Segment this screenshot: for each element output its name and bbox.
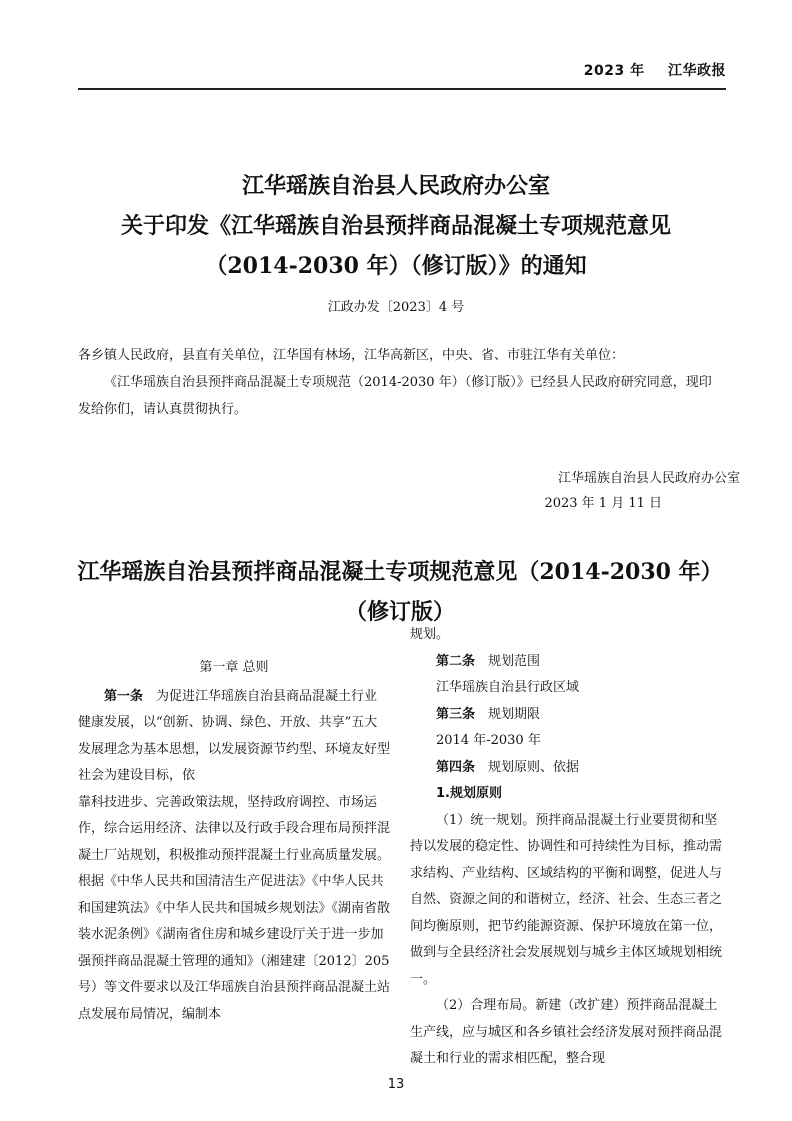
article-2 (410, 649, 730, 676)
article-1-continued: 靠科技进步、完善政策法规，坚持政府调控、市场运作，综合运用经济、法律以及行政手段合理布局预拌混凝土厂站规划，积极推动预拌混凝土行业高质量发展。根据《中华人民共和国清洁生产促进法》《中华人民共和国建筑法》《中华人民共和国城乡规划法》《湖南省散装水泥条例》《湖南省住房和城乡建设厅关于进一步加强预拌商品混凝土管理的通知》（湘建建〔2012〕205 号）等文件要求以及江华瑶族自治县预拌商品混凝土站点发展布局情况，编制本 (78, 794, 391, 1022)
article-label: 第一条 (104, 688, 144, 704)
article-label: 第四条 (436, 759, 476, 775)
article-1 (78, 684, 390, 790)
article-title: 规划期限 (475, 706, 541, 722)
paragraph-continued: 规划。 (410, 627, 450, 642)
signature-date: 2023 年 1 月 11 日 (544, 496, 662, 511)
article-3-text: 2014 年-2030 年 (436, 733, 541, 748)
article-2-text: 江华瑶族自治县行政区域 (436, 680, 580, 695)
page-header (78, 52, 726, 90)
principle-paragraph: （2）合理布局。新建（改扩建）预拌商品混凝土生产线，应与城区和各乡镇社会经济发展对预拌商品混凝土和行业的需求相匹配，整合现 (410, 998, 723, 1066)
left-column (78, 655, 390, 1028)
notice-paragraph: 《江华瑶族自治县预拌商品混凝土专项规范（2014-2030 年）（修订版）》已经县人民政府研究同意，现印发给你们，请认真贯彻执行。 (78, 375, 712, 417)
article-title: 规划范围 (475, 653, 541, 669)
article-title: 规划原则、依据 (475, 759, 580, 775)
notice-title-line: 关于印发《江华瑶族自治县预拌商品混凝土专项规范意见 (120, 213, 671, 239)
article-text: 为促进江华瑶族自治县商品混凝土行业健康发展，以“创新、协调、绿色、开放、共享”五大发展理念为基本思想，以发展资源节约型、环境友好型社会为建设目标，依 (78, 688, 391, 783)
main-title-line: 江华瑶族自治县预拌商品混凝土专项规范意见（2014-2030 年） (77, 559, 723, 585)
article-label: 第三条 (436, 706, 476, 722)
publication-info (584, 60, 726, 80)
signature-organization: 江华瑶族自治县人民政府办公室 (557, 471, 740, 486)
publication-name: 江华政报 (668, 63, 726, 79)
right-column (410, 622, 730, 1073)
notice-body (78, 342, 718, 423)
recipients-line: 各乡镇人民政府，县直有关单位，江华国有林场，江华高新区，中央、省、市驻江华有关单位： (78, 348, 625, 363)
notice-title (60, 166, 732, 286)
article-3 (410, 702, 730, 729)
issue-year: 2023 年 (583, 63, 645, 79)
document-number: 江政办发〔2023〕4 号 (327, 300, 465, 315)
main-title (60, 552, 740, 632)
notice-title-line: （2014-2030 年）（修订版）》的通知 (205, 253, 587, 279)
section-heading: 1.规划原则 (436, 786, 502, 801)
article-4 (410, 755, 730, 782)
notice-title-line: 江华瑶族自治县人民政府办公室 (241, 173, 550, 199)
page-number: 13 (387, 1077, 405, 1092)
article-label: 第二条 (436, 653, 476, 669)
chapter-heading: 第一章 总则 (199, 660, 269, 675)
main-title-line: （修订版） (344, 599, 455, 625)
principle-paragraph: （1）统一规划。预拌商品混凝土行业要贯彻和坚持以发展的稳定性、协调性和可持续性为目标，推动需求结构、产业结构、区域结构的平衡和调整，促进人与自然、资源之间的和谐树立，经济、社会、生态三者之间均衡原则，把节约能源资源、保护环境放在第一位，做到与全县经济社会发展规划与城乡主体区域规划相统一。 (410, 812, 723, 987)
